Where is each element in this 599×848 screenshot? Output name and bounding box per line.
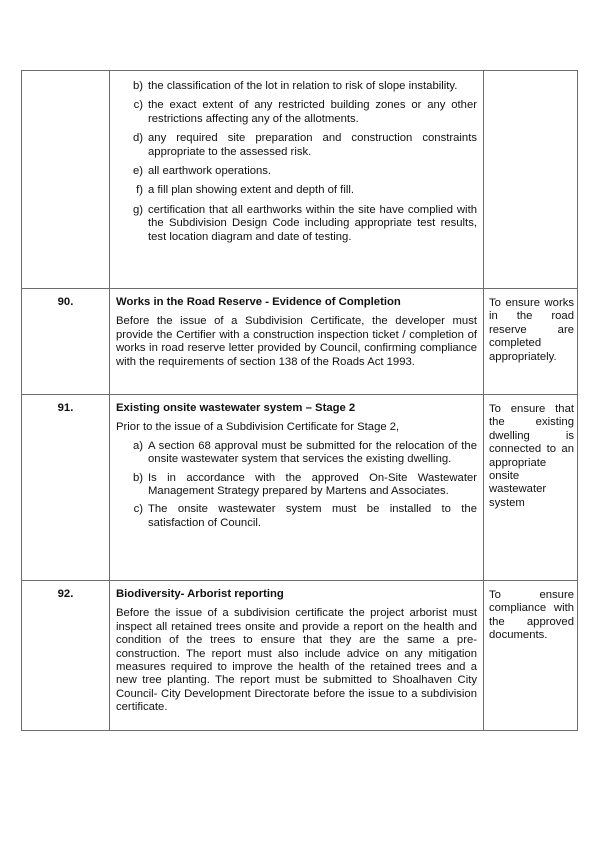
table-row bbox=[22, 581, 578, 731]
item-label: b) bbox=[132, 471, 143, 484]
conditions-table bbox=[21, 70, 578, 731]
condition-text: Before the issue of a subdivision certificate the project arborist must inspect all retained trees onsite and provide a report on the health and condition of the trees to ensure that they are the same a pre-construction. The report must also include advice on any mitigation measures required to improve the health of the retained trees and a new tree planting. The report must be submitted to Shoalhaven City Council- City Development Directorate before the issue to a subdivision certificate. bbox=[116, 607, 477, 714]
item-text: the exact extent of any restricted building zones or any other restrictions affecting any of the allotments. bbox=[148, 99, 477, 125]
item-label: b) bbox=[132, 80, 143, 92]
item-label: a) bbox=[132, 439, 143, 452]
item-text: The onsite wastewater system must be installed to the satisfaction of Council. bbox=[148, 503, 477, 529]
list-item bbox=[116, 165, 477, 178]
item-label: d) bbox=[132, 132, 143, 145]
condition-cell bbox=[110, 289, 484, 395]
list-item bbox=[116, 472, 477, 499]
item-text: certification that all earthworks within the site have complied with the Subdivision Design Code including appropriate test results, test location diagram and date of testing. bbox=[148, 203, 477, 243]
table-row bbox=[22, 289, 578, 395]
list-item bbox=[116, 99, 477, 126]
table-row-continued bbox=[22, 71, 578, 289]
condition-heading: Existing onsite wastewater system – Stage 2 bbox=[116, 402, 356, 414]
list-item bbox=[116, 440, 477, 467]
reason-cell bbox=[484, 71, 578, 289]
number-cell bbox=[22, 71, 110, 289]
table-row bbox=[22, 395, 578, 581]
item-label: c) bbox=[133, 99, 143, 112]
condition-number: 90. bbox=[22, 289, 110, 395]
condition-reason: To ensure compliance with the approved documents. bbox=[484, 581, 578, 731]
condition-text: Prior to the issue of a Subdivision Certificate for Stage 2, bbox=[116, 421, 400, 434]
condition-cell bbox=[110, 71, 484, 289]
condition-heading: Biodiversity- Arborist reporting bbox=[116, 588, 284, 600]
item-label: c) bbox=[133, 503, 143, 516]
condition-reason: To ensure that the existing dwelling is connected to an appropriate onsite wastewater system bbox=[484, 395, 578, 581]
item-label: e) bbox=[132, 165, 143, 178]
condition-cell bbox=[110, 395, 484, 581]
condition-number: 91. bbox=[22, 395, 110, 581]
list-item bbox=[116, 184, 477, 197]
condition-reason: To ensure works in the road reserve are completed appropriately. bbox=[484, 289, 578, 395]
list-item bbox=[116, 204, 477, 244]
list-item bbox=[116, 503, 477, 530]
list-item bbox=[116, 80, 477, 93]
item-text: any required site preparation and construction constraints appropriate to the assessed risk. bbox=[148, 132, 477, 158]
item-text: the classification of the lot in relation to risk of slope instability. bbox=[148, 80, 458, 92]
condition-cell bbox=[110, 581, 484, 731]
item-label: g) bbox=[132, 203, 143, 216]
item-text: a fill plan showing extent and depth of fill. bbox=[148, 184, 354, 197]
list-item bbox=[116, 132, 477, 159]
item-text: all earthwork operations. bbox=[148, 165, 272, 178]
condition-number: 92. bbox=[22, 581, 110, 731]
item-label: f) bbox=[136, 184, 143, 197]
item-text: A section 68 approval must be submitted for the relocation of the onsite wastewater system that services the existing dwelling. bbox=[148, 439, 477, 466]
item-text: Is in accordance with the approved On-Site Wastewater Management Strategy prepared by Martens and Associates. bbox=[148, 471, 477, 498]
condition-heading: Works in the Road Reserve - Evidence of Completion bbox=[116, 296, 401, 308]
condition-text: Before the issue of a Subdivision Certificate, the developer must provide the Certifier with a construction inspection ticket / completion of works in road reserve letter provided by Council, confirming compliance with the requirements of section 138 of the Roads Act 1993. bbox=[116, 315, 477, 368]
